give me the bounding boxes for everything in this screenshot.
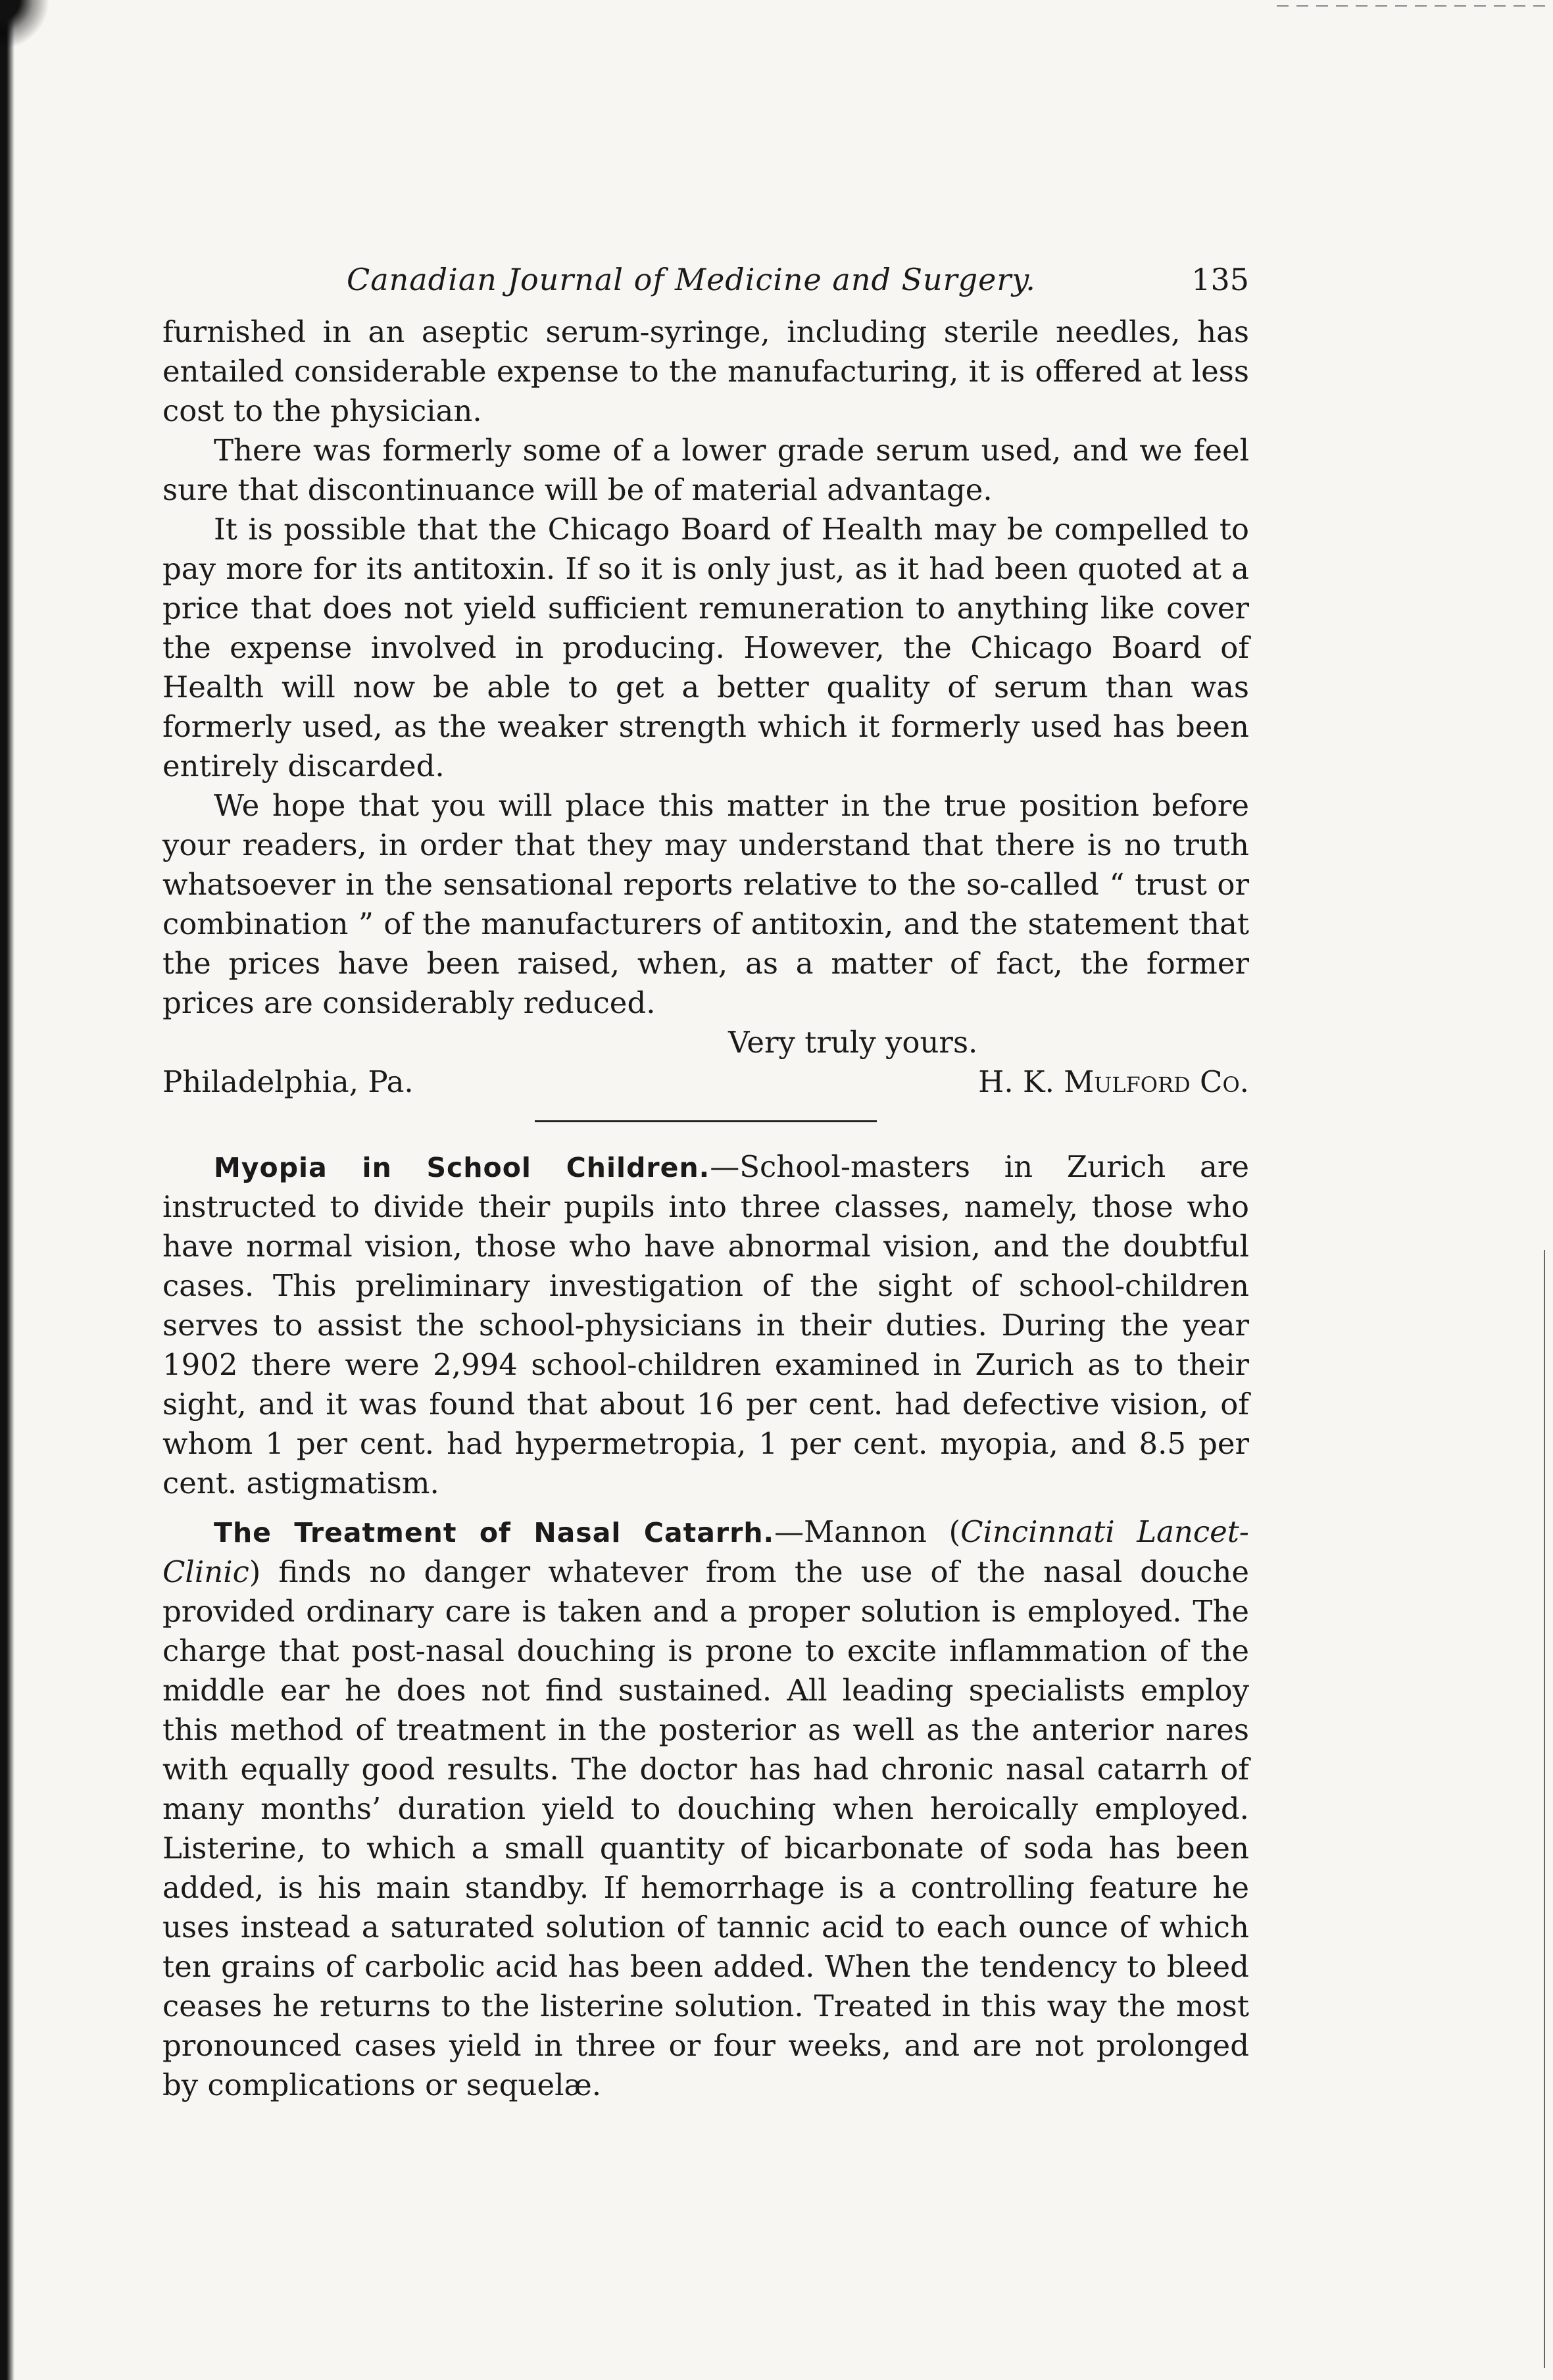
article-source: Cincinnati Lancet-Clinic <box>162 1514 1250 1589</box>
article-body: ) finds no danger whatever from the use of the nasal douche provided ordinary care is taken and a proper solution is employed. The charge that post-nasal douching is prone to excite inflammation of the middle ear he does not find sustained. All leading specialists employ this method of treatment in the posterior as well as the anterior nares with equally good results. The doctor has had chronic nasal catarrh of many months’ duration yield to douching when heroically employed. Listerine, to which a small quantity of bicarbonate of soda has been added, is his main standby. If hemorrhage is a controlling feature he uses instead a saturated solution of tannic acid to each ounce of which ten grains of carbolic acid has been added. When the tendency to bleed ceases he returns to the listerine solution. Treated in this way the most pronounced cases yield in three or four weeks, and are not prolonged by complications or sequelæ. <box>162 1554 1249 2102</box>
letter-body <box>162 312 1249 1102</box>
journal-title: Canadian Journal of Medicine and Surgery. <box>347 262 1036 297</box>
closing-salutation: Very truly yours. <box>728 1025 978 1060</box>
letter-paragraph: furnished in an aseptic serum-syringe, including sterile needles, has entailed considerable expense to the manufacturing, it is offered at less cost to the physician. <box>162 314 1249 428</box>
article-myopia <box>162 1147 1249 1503</box>
scan-right-edge <box>1544 1250 1545 2368</box>
scan-binding-edge <box>0 0 14 2380</box>
article-body: —School-masters in Zurich are instructed to divide their pupils into three classes, namely, those who have normal vision, those who have abnormal vision, and the doubtful cases. This preliminary investigation of the sight of school-children serves to assist the school-physicians in their duties. During the year 1902 there were 2,994 school-children examined in Zurich as to their sight, and it was found that about 16 per cent. had defective vision, of whom 1 per cent. had hypermetropia, 1 per cent. myopia, and 8.5 per cent. astigmatism. <box>162 1149 1249 1500</box>
running-header <box>347 260 1249 312</box>
article-nasal-catarrh <box>162 1512 1249 2105</box>
article-body-lead: —Mannon ( <box>774 1514 961 1549</box>
letter-paragraph: It is possible that the Chicago Board of Health may be compelled to pay more for its antitoxin. If so it is only just, as it had been quoted at a price that does not yield sufficient remuneration to anything like cover the expense involved in producing. However, the Chicago Board of Health will now be able to get a better quality of serum than was formerly used, as the weaker strength which it formerly used has been entirely discarded. <box>162 512 1249 783</box>
scan-top-dashes <box>1277 5 1553 7</box>
letter-signature: H. K. Mulford Co. <box>978 1064 1249 1099</box>
document-page <box>162 260 1249 2114</box>
article-heading: Myopia in School Children. <box>214 1152 710 1183</box>
section-divider <box>535 1120 877 1122</box>
article-heading: The Treatment of Nasal Catarrh. <box>214 1517 775 1549</box>
closing-signature-line <box>162 1062 1249 1102</box>
page-number: 135 <box>1191 262 1249 297</box>
letter-paragraph: There was formerly some of a lower grade serum used, and we feel sure that discontinuance will be of material advantage. <box>162 433 1249 507</box>
letter-place: Philadelphia, Pa. <box>162 1064 414 1099</box>
letter-paragraph: We hope that you will place this matter in the true position before your readers, in order that they may understand that there is no truth whatsoever in the sensational reports relative to the so-called “ trust or combination ” of the manufacturers of antitoxin, and the statement that the prices have been raised, when, as a matter of fact, the former prices are considerably reduced. <box>162 788 1249 1020</box>
letter-closing <box>162 1023 1249 1102</box>
scan-corner-mark <box>0 0 53 59</box>
